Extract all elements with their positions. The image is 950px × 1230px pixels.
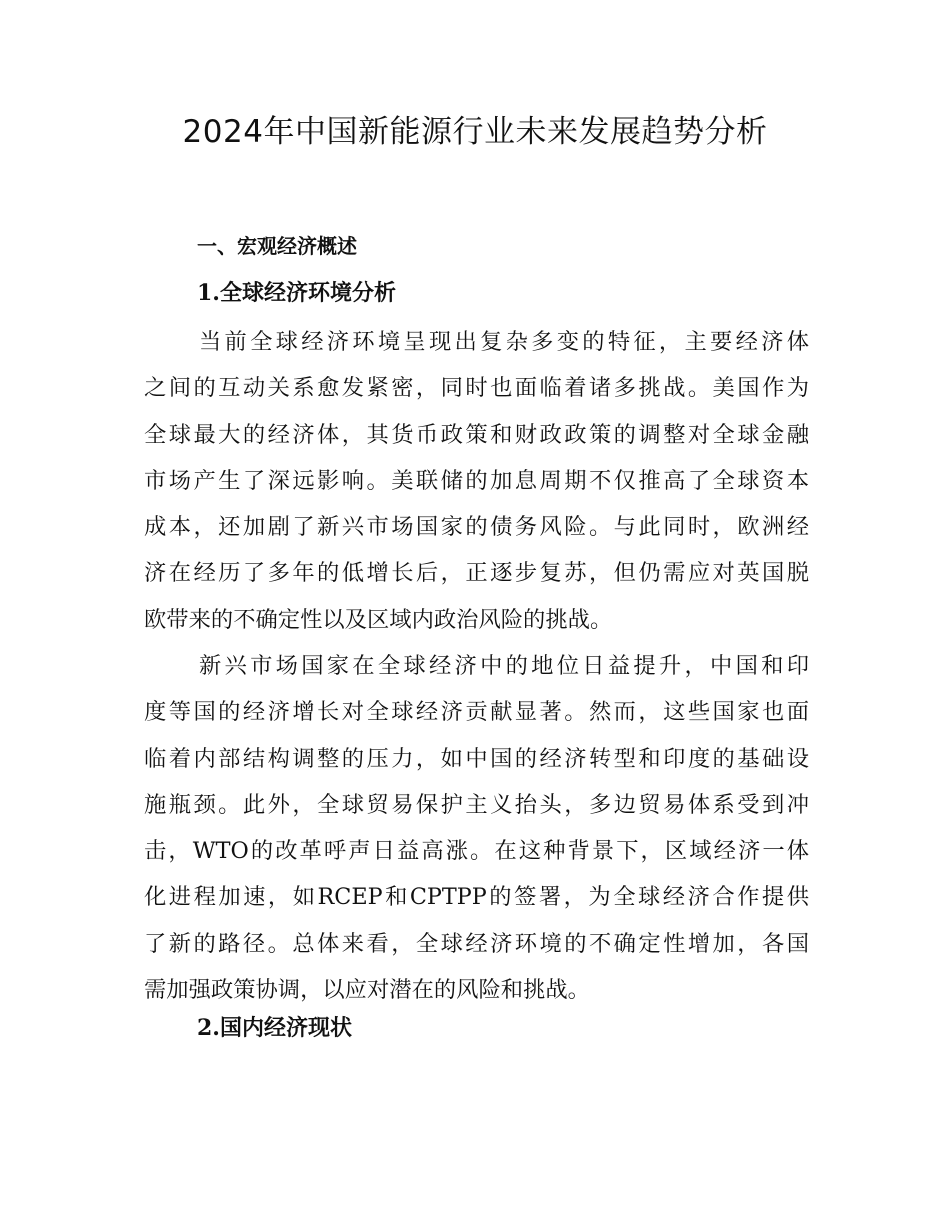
paragraph-line: 济在经历了多年的低增长后，正逐步复苏，但仍需应对英国脱 xyxy=(144,560,809,587)
subsection-heading-domestic-economy: 2.国内经济现状 xyxy=(197,1015,352,1041)
paragraph-line: 全球最大的经济体，其货币政策和财政政策的调整对全球金融 xyxy=(144,421,809,448)
paragraph-global-economy xyxy=(144,319,809,643)
paragraph-line: 当前全球经济环境呈现出复杂多变的特征，主要经济体 xyxy=(199,329,809,355)
subsection-heading-global-economy: 1.全球经济环境分析 xyxy=(197,280,396,306)
paragraph-line: 临着内部结构调整的压力，如中国的经济转型和印度的基础设 xyxy=(144,745,809,772)
paragraph-line: 了新的路径。总体来看，全球经济环境的不确定性增加，各国 xyxy=(144,930,809,957)
paragraph-line: 新兴市场国家在全球经济中的地位日益提升，中国和印 xyxy=(199,653,809,679)
paragraph-emerging-markets xyxy=(144,643,809,1013)
document-title: 2024年中国新能源行业未来发展趋势分析 xyxy=(182,114,768,150)
paragraph-line: 之间的互动关系愈发紧密，同时也面临着诸多挑战。美国作为 xyxy=(144,375,809,402)
paragraph-line: 需加强政策协调，以应对潜在的风险和挑战。 xyxy=(144,977,590,1004)
section-heading: 一、宏观经济概述 xyxy=(197,234,357,258)
paragraph-line: 欧带来的不确定性以及区域内政治风险的挑战。 xyxy=(144,606,613,633)
paragraph-line: 击，WTO的改革呼声日益高涨。在这种背景下，区域经济一体 xyxy=(144,838,809,865)
paragraph-line: 度等国的经济增长对全球经济贡献显著。然而，这些国家也面 xyxy=(144,699,809,726)
paragraph-line: 化进程加速，如RCEP和CPTPP的签署，为全球经济合作提供 xyxy=(144,884,809,911)
paragraph-line: 成本，还加剧了新兴市场国家的债务风险。与此同时，欧洲经 xyxy=(144,514,809,541)
paragraph-line: 施瓶颈。此外，全球贸易保护主义抬头，多边贸易体系受到冲 xyxy=(144,791,809,818)
paragraph-line: 市场产生了深远影响。美联储的加息周期不仅推高了全球资本 xyxy=(144,467,809,494)
